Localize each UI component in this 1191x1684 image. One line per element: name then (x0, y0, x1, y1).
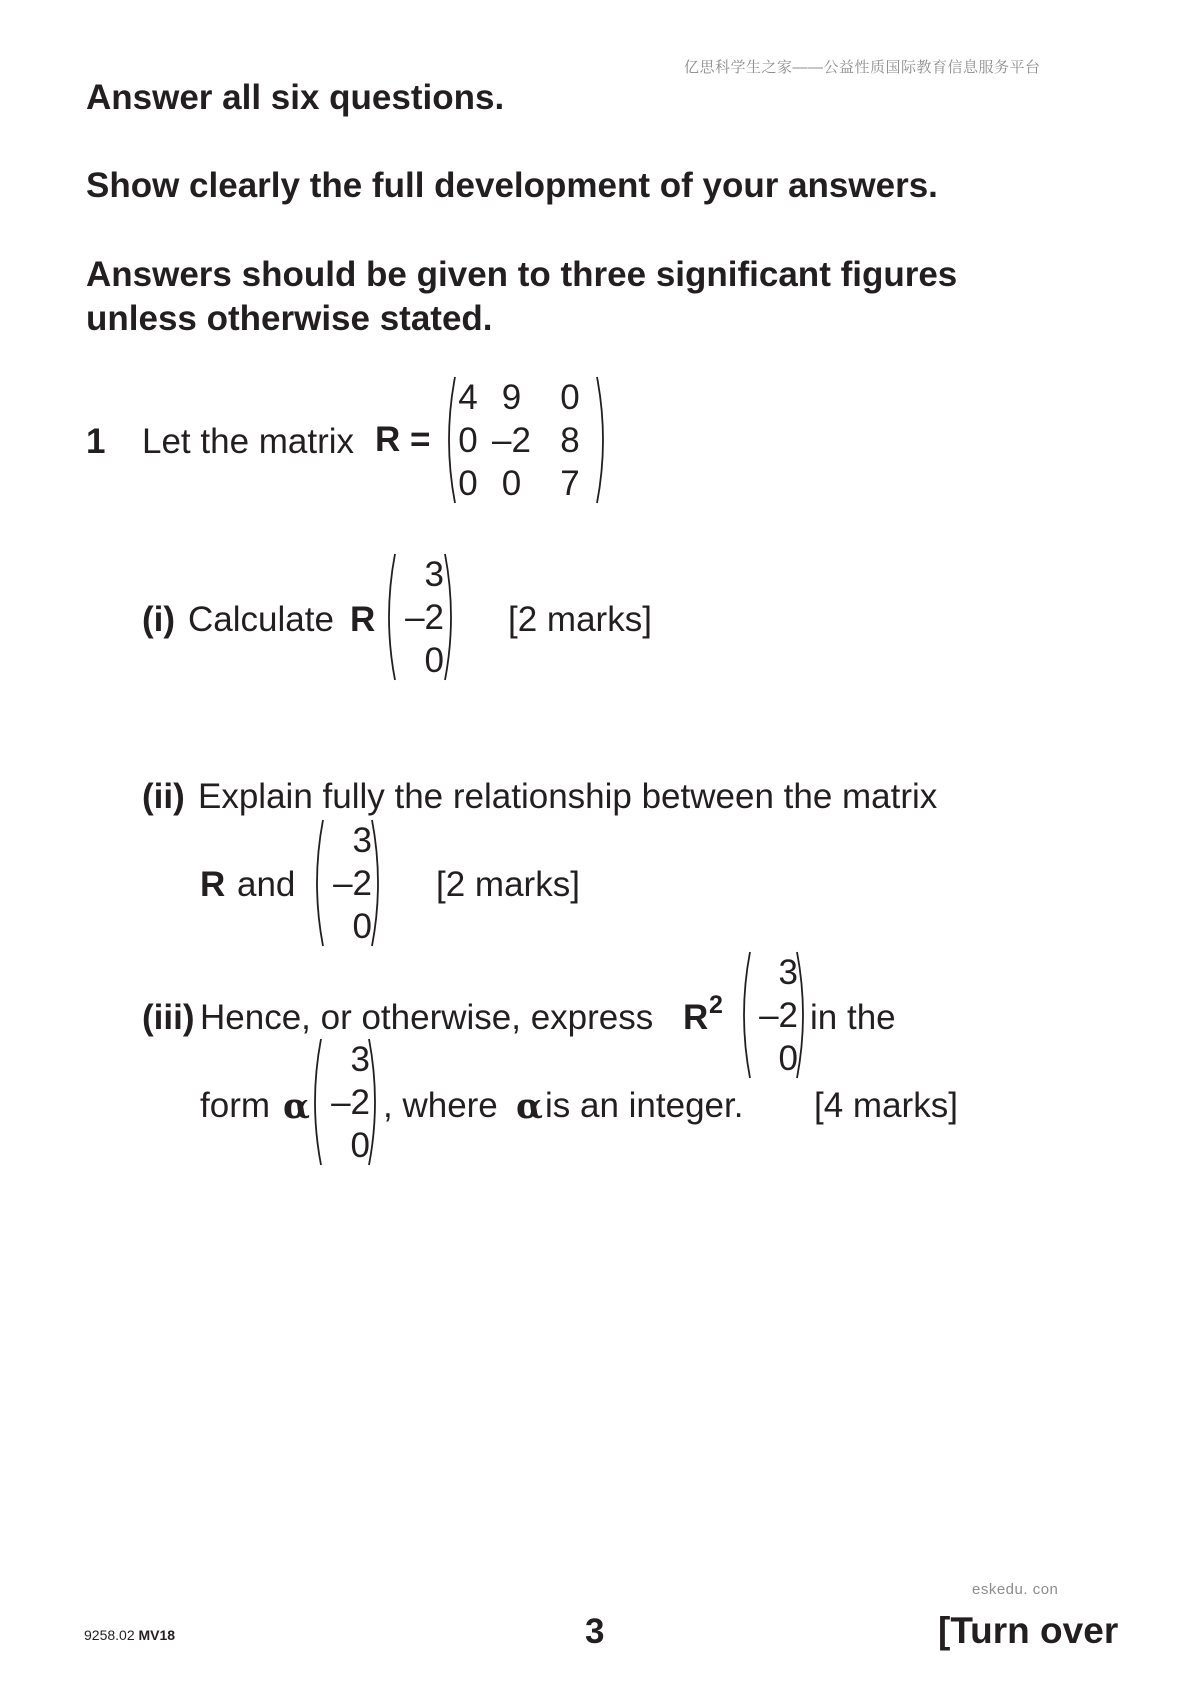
vector-cell: –2 (333, 864, 372, 903)
part-iii-alpha-2: α (516, 1086, 543, 1127)
page-number: 3 (585, 1612, 605, 1651)
vector-cell: –2 (759, 996, 798, 1035)
part-iii-symbol: R (683, 998, 709, 1037)
matrix-cell: 0 (458, 464, 478, 503)
vector-cell: 3 (350, 1040, 370, 1079)
instruction-significant-figures: Answers should be given to three significant figures (86, 255, 958, 294)
vector-grid (320, 819, 372, 948)
part-iii-form: form (200, 1086, 270, 1125)
part-ii-label: (ii) (142, 777, 185, 816)
turn-over: [Turn over (938, 1610, 1119, 1651)
right-parenthesis-icon (595, 375, 609, 505)
part-i-marks: [2 marks] (508, 600, 652, 639)
question-number: 1 (86, 422, 106, 461)
vector-cell: 0 (778, 1039, 798, 1078)
vector-cell: 3 (424, 555, 444, 594)
part-iii-alpha: α (283, 1086, 310, 1127)
part-ii-text: Explain fully the relationship between the matrix (198, 777, 938, 816)
matrix-cell: 0 (560, 378, 580, 417)
part-i-text: Calculate (188, 600, 334, 639)
footer-site: eskedu. con (972, 1581, 1059, 1598)
matrix-r-symbol: R = (375, 420, 431, 459)
matrix-cell: 4 (458, 378, 478, 417)
right-parenthesis-icon (443, 552, 457, 682)
right-parenthesis-icon (370, 818, 384, 948)
question-intro-text: Let the matrix (142, 422, 355, 461)
matrix-cell: 0 (501, 464, 522, 503)
vector-grid (392, 553, 444, 682)
vector-cell: –2 (405, 598, 444, 637)
part-iii-label: (iii) (142, 998, 195, 1037)
part-i-label: (i) (142, 600, 176, 639)
matrix-cell: 0 (458, 421, 478, 460)
footer-code-series: MV18 (138, 1627, 176, 1643)
header-watermark: 亿思科学生之家——公益性质国际教育信息服务平台 (684, 59, 1041, 76)
instruction-answer-all: Answer all six questions. (86, 78, 505, 117)
part-ii-symbol: R (200, 865, 226, 904)
right-parenthesis-icon (795, 950, 809, 1080)
vector-cell: 3 (352, 821, 372, 860)
part-ii-and: and (237, 865, 296, 904)
vector-cell: 0 (424, 641, 444, 680)
instruction-unless-stated: unless otherwise stated. (86, 299, 493, 338)
matrix-cell: 9 (501, 378, 522, 417)
vector-grid (746, 951, 798, 1080)
part-i-symbol: R (350, 600, 376, 639)
vector-cell: 0 (352, 907, 372, 946)
part-iii-where: , where (383, 1086, 498, 1125)
matrix-cell: 8 (560, 421, 580, 460)
matrix-cell: 7 (560, 464, 580, 503)
vector-grid (318, 1038, 370, 1167)
right-parenthesis-icon (367, 1037, 381, 1167)
part-ii-marks: [2 marks] (436, 865, 580, 904)
part-iii-in-the: in the (810, 998, 896, 1037)
vector-cell: 0 (350, 1126, 370, 1165)
vector-cell: –2 (331, 1083, 370, 1122)
vector-cell: 3 (778, 953, 798, 992)
part-iii-text: Hence, or otherwise, express (200, 998, 654, 1037)
matrix-r-grid (453, 376, 600, 505)
part-iii-integer: is an integer. (545, 1086, 744, 1125)
footer-code-number: 9258.02 (84, 1627, 135, 1643)
matrix-cell: –2 (492, 421, 531, 460)
footer-code (84, 1627, 175, 1643)
instruction-show-development: Show clearly the full development of your answers. (86, 166, 938, 205)
part-iii-power: 2 (709, 991, 723, 1019)
part-iii-marks: [4 marks] (814, 1086, 958, 1125)
